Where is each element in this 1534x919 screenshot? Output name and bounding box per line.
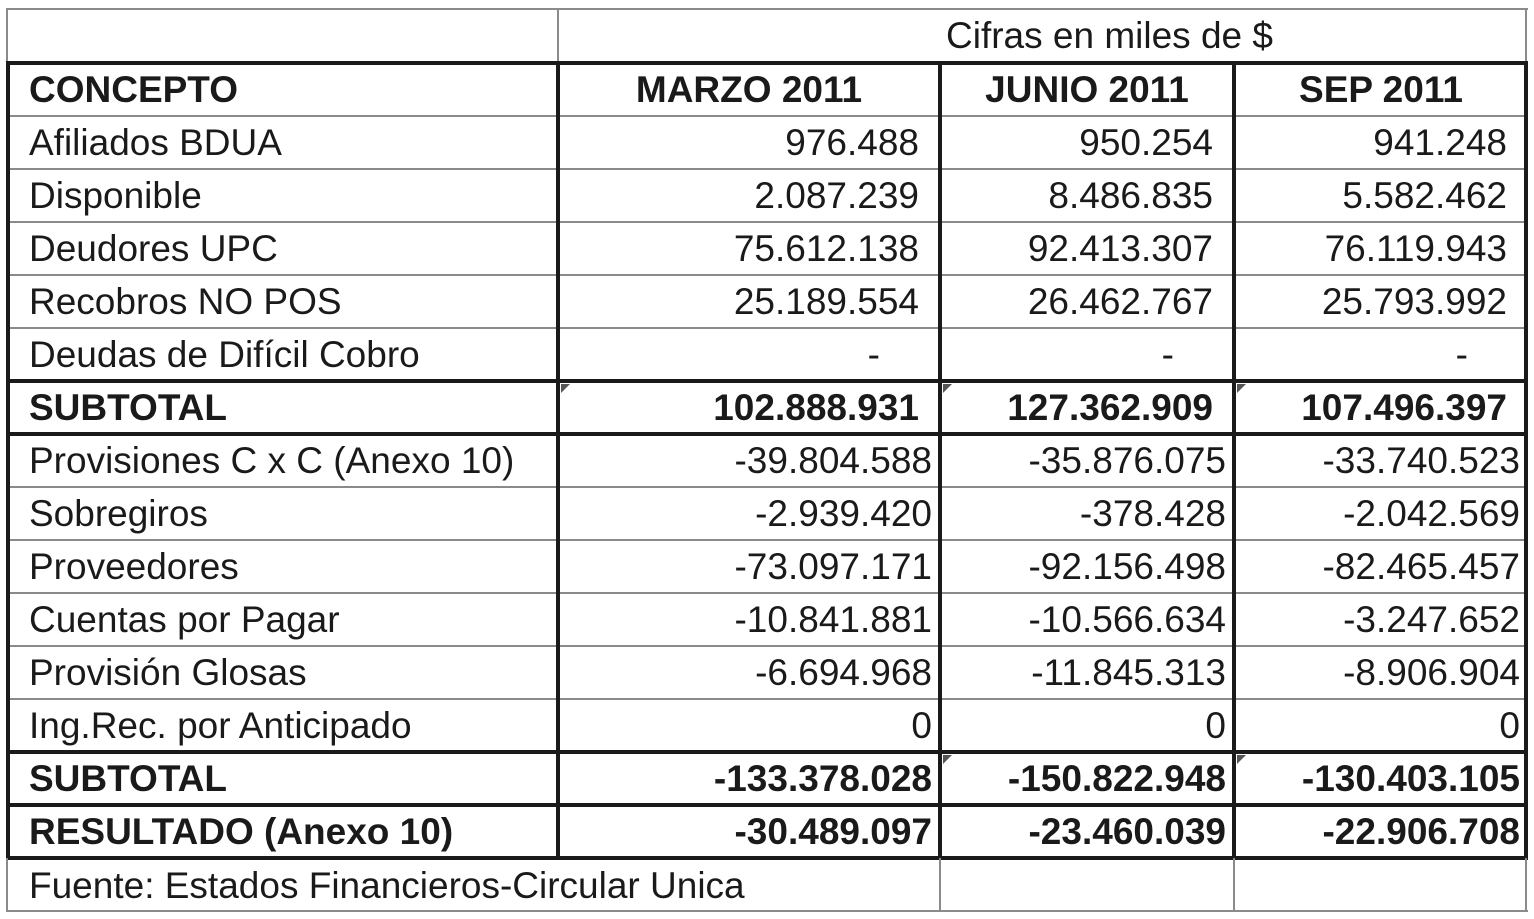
grid-line	[6, 856, 1528, 860]
grid-line	[6, 379, 1528, 383]
cell-sep: -3.247.652	[1343, 599, 1520, 640]
grid-line	[6, 61, 10, 858]
cell-marzo: -	[867, 334, 880, 375]
row-label: Deudas de Difícil Cobro	[29, 334, 420, 375]
cell-marzo: 75.612.138	[733, 228, 919, 269]
cell-sep: 5.582.462	[1342, 175, 1507, 216]
grid-line	[6, 750, 1528, 754]
cell-junio: 26.462.767	[1027, 281, 1213, 322]
row-label: Recobros NO POS	[29, 281, 342, 322]
grid-line	[6, 115, 1528, 117]
cell-sep: 25.793.992	[1321, 281, 1507, 322]
grid-line	[6, 221, 1528, 223]
header-concepto: CONCEPTO	[29, 69, 239, 110]
cell-sep: -8.906.904	[1343, 652, 1520, 693]
grid-line	[6, 910, 1528, 912]
cell-junio: 0	[1205, 705, 1226, 746]
cell-sep: -	[1455, 334, 1468, 375]
subtotal-label: SUBTOTAL	[29, 758, 228, 799]
cell-marzo: -10.841.881	[734, 599, 932, 640]
row-label: Afiliados BDUA	[29, 122, 282, 163]
cell-marzo: -2.939.420	[755, 493, 932, 534]
cell-junio: 950.254	[1079, 122, 1213, 163]
row-label: Provisión Glosas	[29, 652, 307, 693]
subtotal-marzo: 102.888.931	[713, 387, 919, 428]
grid-line	[1525, 8, 1527, 61]
cell-marzo: -73.097.171	[734, 546, 932, 587]
result-junio: -23.460.039	[1028, 811, 1226, 852]
cell-junio: 8.486.835	[1048, 175, 1213, 216]
row-label: Disponible	[29, 175, 202, 216]
subtotal-label: SUBTOTAL	[29, 387, 228, 428]
grid-line	[1525, 858, 1527, 912]
grid-line	[6, 803, 1528, 807]
subtotal-sep: 107.496.397	[1301, 387, 1507, 428]
cell-junio: -11.845.313	[1031, 652, 1226, 693]
row-label: Sobregiros	[29, 493, 208, 534]
comment-marker	[943, 384, 952, 393]
row-label: Provisiones C x C (Anexo 10)	[29, 440, 515, 481]
cell-junio: -35.876.075	[1028, 440, 1226, 481]
grid-line	[6, 698, 1528, 700]
grid-line	[557, 8, 559, 61]
cell-marzo: 976.488	[785, 122, 919, 163]
row-label: Cuentas por Pagar	[29, 599, 340, 640]
cell-sep: -2.042.569	[1343, 493, 1520, 534]
subtotal-sep: -130.403.105	[1301, 758, 1520, 799]
grid-line	[6, 274, 1528, 276]
grid-line	[1524, 61, 1528, 858]
comment-marker	[1237, 755, 1246, 764]
grid-line	[6, 592, 1528, 594]
cell-marzo: -39.804.588	[734, 440, 932, 481]
comment-marker	[943, 755, 952, 764]
cell-marzo: 0	[911, 705, 932, 746]
grid-line	[939, 858, 941, 912]
cell-sep: -33.740.523	[1322, 440, 1520, 481]
subtotal-junio: 127.362.909	[1007, 387, 1213, 428]
grid-line	[1232, 61, 1236, 858]
cell-marzo: 25.189.554	[733, 281, 919, 322]
financial-table	[6, 8, 1528, 912]
result-label: RESULTADO (Anexo 10)	[29, 811, 454, 852]
cell-marzo: -6.694.968	[755, 652, 932, 693]
row-label: Ing.Rec. por Anticipado	[29, 705, 412, 746]
comment-marker	[1237, 384, 1246, 393]
grid-line	[1233, 858, 1235, 912]
grid-line	[6, 327, 1528, 329]
cell-sep: 941.248	[1373, 122, 1507, 163]
grid-line	[6, 539, 1528, 541]
subtotal-junio: -150.822.948	[1007, 758, 1226, 799]
cell-sep: 76.119.943	[1324, 228, 1507, 269]
cell-junio: -	[1161, 334, 1174, 375]
header-junio-2011: JUNIO 2011	[985, 69, 1189, 110]
subtotal-marzo: -133.378.028	[713, 758, 932, 799]
cell-junio: -10.566.634	[1028, 599, 1226, 640]
source-note: Fuente: Estados Financieros-Circular Unica	[29, 864, 745, 906]
comment-marker	[561, 384, 570, 393]
result-marzo: -30.489.097	[734, 811, 932, 852]
units-note: Cifras en miles de $	[946, 15, 1273, 56]
header-sep-2011: SEP 2011	[1299, 69, 1463, 110]
grid-line	[6, 432, 1528, 436]
grid-line	[6, 486, 1528, 488]
row-label: Deudores UPC	[29, 228, 278, 269]
cell-sep: -82.465.457	[1322, 546, 1520, 587]
header-marzo-2011: MARZO 2011	[635, 69, 863, 110]
grid-line	[556, 61, 560, 858]
row-label: Proveedores	[29, 546, 239, 587]
cell-junio: -378.428	[1079, 493, 1226, 534]
grid-line	[938, 61, 942, 858]
cell-sep: 0	[1499, 705, 1520, 746]
cell-junio: -92.156.498	[1028, 546, 1226, 587]
result-sep: -22.906.708	[1322, 811, 1520, 852]
grid-line	[6, 645, 1528, 647]
grid-line	[6, 61, 1528, 65]
grid-line	[6, 168, 1528, 170]
grid-line	[6, 8, 1528, 10]
cell-junio: 92.413.307	[1027, 228, 1213, 269]
cell-marzo: 2.087.239	[754, 175, 919, 216]
